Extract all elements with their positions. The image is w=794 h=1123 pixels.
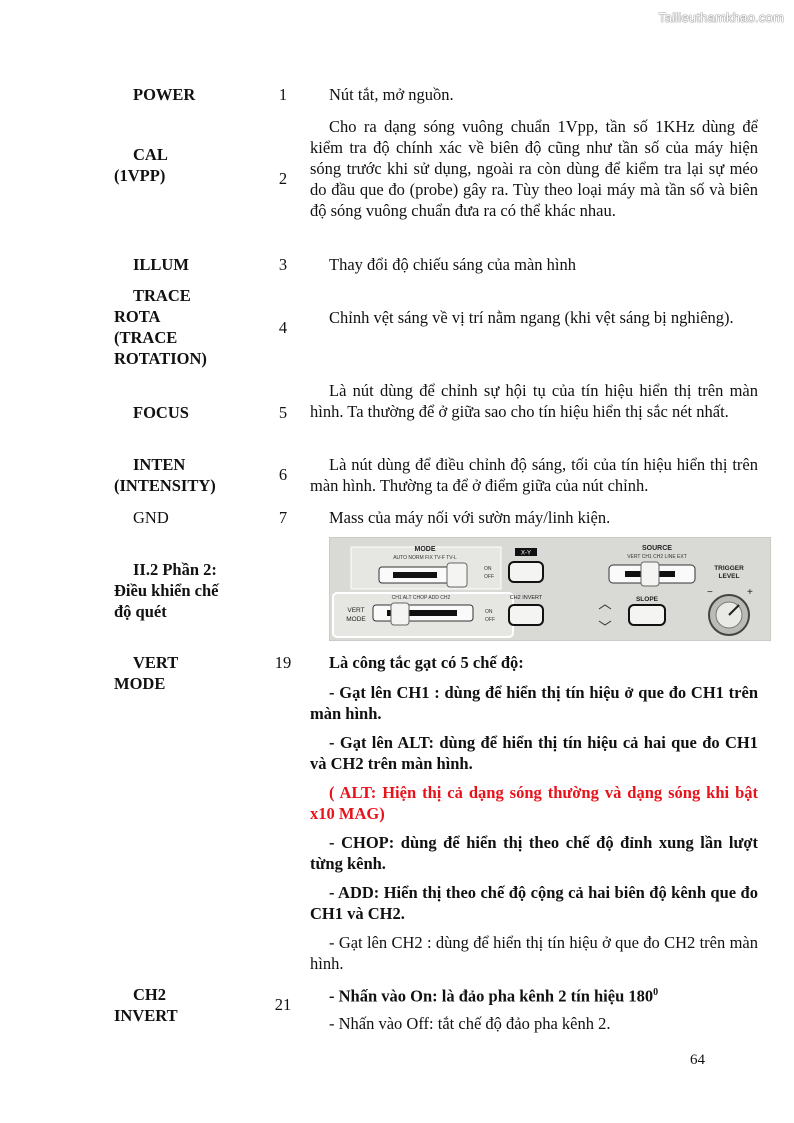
desc-paragraph: Chỉnh vệt sáng về vị trí nằm ngang (khi vệt sáng bị nghiêng).	[329, 308, 734, 327]
vert-mode-lead: Là công tắc gạt có 5 chế độ:	[329, 653, 524, 672]
term-description	[310, 254, 758, 275]
xy-label: X-Y	[520, 550, 532, 557]
page-number: 64	[690, 1052, 705, 1068]
vert-mode-item: - Gạt lên CH2 : dùng để hiển thị tín hiệu ở que đo CH2 trên màn hình.	[310, 933, 758, 973]
vert-mode-lever[interactable]	[391, 603, 409, 625]
term-description	[310, 454, 758, 496]
level-plus: +	[747, 587, 753, 598]
trigger-label: TRIGGER	[714, 565, 744, 572]
term-name	[114, 84, 264, 105]
term-line: MODE	[114, 674, 166, 693]
ch2-off-text: - Nhấn vào Off: tắt chế độ đảo pha kênh 2.	[329, 1013, 611, 1033]
mode-switch-slot	[393, 572, 437, 578]
vert-mode-item: - Gạt lên CH1 : dùng để hiển thị tín hiệu ở que đo CH1 trên màn hình.	[310, 683, 758, 723]
term-number: 6	[278, 465, 288, 484]
level-label: LEVEL	[718, 573, 740, 580]
term-description	[329, 652, 758, 673]
term-description	[310, 116, 758, 221]
mode-label: MODE	[414, 546, 436, 553]
section-line: Điều khiển chế	[114, 581, 219, 600]
term-line: POWER	[133, 85, 196, 104]
desc-paragraph: Mass của máy nối với sườn máy/linh kiện.	[329, 508, 611, 527]
term-number: 1	[278, 85, 288, 104]
term-description	[329, 982, 758, 1034]
term-line: FOCUS	[133, 403, 189, 422]
term-line: (TRACE	[114, 328, 178, 347]
term-number: 21	[274, 995, 292, 1014]
desc-paragraph: Nút tắt, mở nguồn.	[329, 85, 454, 104]
term-number: 5	[278, 403, 288, 422]
vert-mode-item: - ADD: Hiển thị theo chế độ cộng cả hai biên độ kênh que đo CH1 và CH2.	[310, 883, 758, 923]
watermark-text: Tailieuthamkhao.com	[658, 10, 784, 25]
term-name	[114, 507, 264, 528]
section-line: II.2 Phần 2:	[133, 560, 217, 579]
term-line: CH2	[133, 985, 166, 1004]
vert-mode-item: - Gạt lên ALT: dùng để hiển thị tín hiệu cả hai que đo CH1 và CH2 trên màn hình.	[310, 733, 758, 773]
term-line: GND	[133, 508, 169, 527]
mode-switch-lever[interactable]	[447, 563, 467, 587]
xy-on-label: ON	[484, 566, 492, 572]
term-line: TRACE	[133, 286, 191, 305]
term-line: VERT	[133, 653, 179, 672]
level-minus: −	[707, 587, 713, 598]
term-number: 7	[278, 508, 288, 527]
ch2-on-paragraph	[329, 982, 758, 1007]
vmode-label: MODE	[346, 616, 366, 623]
term-name	[114, 984, 264, 1026]
xy-button[interactable]	[509, 562, 543, 582]
desc-paragraph: Là nút dùng để chỉnh sự hội tụ của tín hiệu hiển thị trên màn hình. Ta thường để ở giữa sao cho tín hiệu hiển thị sắc nét nhất.	[310, 381, 758, 421]
desc-paragraph: Là nút dùng để điều chỉnh độ sáng, tối của tín hiệu hiển thị trên màn hình. Thường ta để ở điểm giữa của nút chỉnh.	[310, 455, 758, 495]
term-line: INTEN	[133, 455, 186, 474]
term-description-list	[310, 682, 758, 974]
term-name	[114, 144, 264, 186]
oscilloscope-panel-image	[329, 537, 771, 641]
term-number: 3	[278, 255, 288, 274]
xy-off-label: OFF	[484, 574, 494, 580]
vert-mode-red-note: ( ALT: Hiện thị cả dạng sóng thường và dạng sóng khi bật x10 MAG)	[310, 783, 758, 823]
term-description	[310, 84, 758, 105]
term-line: ILLUM	[133, 255, 189, 274]
term-number: 19	[274, 653, 292, 672]
term-name	[114, 285, 264, 369]
panel-svg	[329, 537, 771, 641]
ch2-off-label: OFF	[485, 617, 495, 623]
term-name	[114, 652, 264, 694]
term-line: ROTA	[114, 307, 161, 326]
term-description	[310, 380, 758, 422]
watermark	[656, 6, 786, 29]
ch2-on-label: ON	[485, 609, 493, 615]
term-description	[310, 307, 758, 328]
term-description	[310, 507, 758, 528]
term-line: ROTATION)	[114, 349, 207, 368]
vert-mode-options: CH1 ALT CHOP ADD CH2	[391, 595, 451, 601]
term-number: 2	[278, 169, 288, 188]
section-line: độ quét	[114, 602, 167, 621]
term-name	[114, 454, 264, 496]
term-number: 4	[278, 318, 288, 337]
desc-paragraph: Thay đổi độ chiếu sáng của màn hình	[329, 255, 576, 274]
term-name	[114, 402, 264, 423]
ch2-on-text: - Nhấn vào On: là đảo pha kênh 2 tín hiệu 180	[329, 986, 654, 1006]
term-name	[114, 254, 264, 275]
slope-label: SLOPE	[635, 596, 659, 603]
vert-mode-item: - CHOP: dùng để hiển thị theo chế độ đỉnh xung lần lượt từng kênh.	[310, 833, 758, 873]
slope-button[interactable]	[629, 605, 665, 625]
degree-superscript: 0	[653, 987, 659, 998]
source-label: SOURCE	[642, 545, 672, 552]
source-options: VERT CH1 CH2 LINE EXT	[627, 554, 687, 560]
section-heading	[114, 559, 264, 622]
vert-label: VERT	[347, 607, 365, 614]
ch2-invert-button[interactable]	[509, 605, 543, 625]
term-line: INVERT	[114, 1006, 178, 1025]
term-line: (1VPP)	[114, 166, 166, 185]
source-switch-lever[interactable]	[641, 562, 659, 586]
term-line: (INTENSITY)	[114, 476, 216, 495]
desc-paragraph: Cho ra dạng sóng vuông chuẩn 1Vpp, tần số 1KHz dùng để kiểm tra độ chính xác về biên độ cũng như tần số của máy hiện sóng trước khi sử dụng, ngoài ra còn dùng để kiểm tra lại sự méo do đầu que đo (probe) gây ra. Tùy theo loại máy mà tần số và biên độ sóng vuông chuẩn đưa ra có thể khác nhau.	[310, 117, 758, 220]
ch2-invert-label: CH2 INVERT	[509, 595, 543, 601]
term-line: CAL	[133, 145, 168, 164]
mode-options: AUTO NORM FIX TV-F TV-L	[393, 555, 457, 561]
